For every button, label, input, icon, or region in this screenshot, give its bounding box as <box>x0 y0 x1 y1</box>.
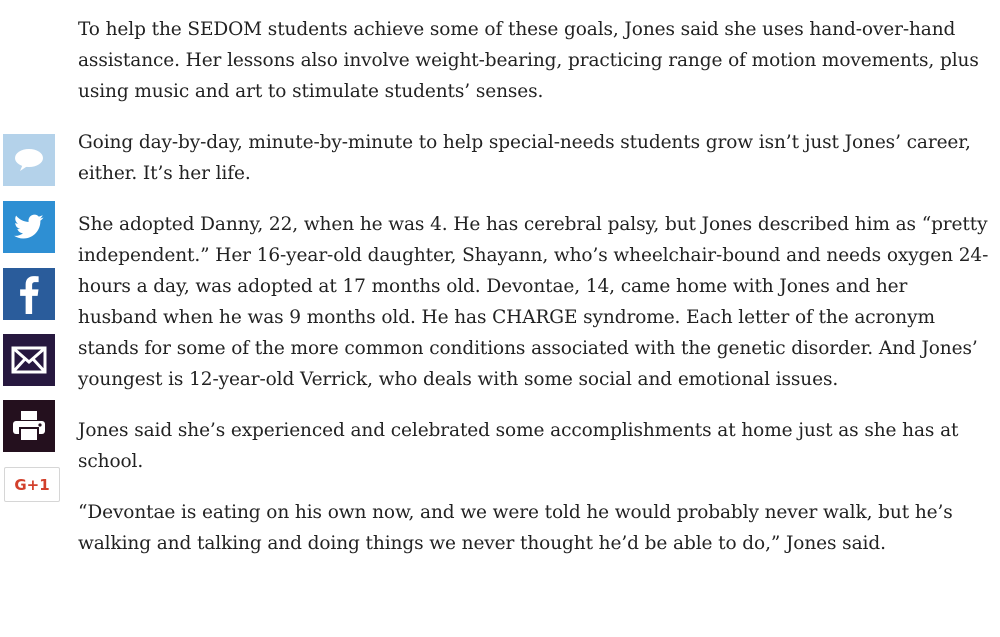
article-paragraph: To help the SEDOM students achieve some of these goals, Jones said she uses hand-over-hand assistance. Her lessons also involve weight-bearing, practicing range of motion movements, plus using music and art to stimulate students’ senses. <box>78 19 979 102</box>
article-paragraph: She adopted Danny, 22, when he was 4. He has cerebral palsy, but Jones described him as “pretty independent.” Her 16-year-old daughter, Shayann, who’s wheelchair-bound and needs oxygen 24-hours a day, was adopted at 17 months old. Devontae, 14, came home with Jones and her husband when he was 9 months old. He has CHARGE syndrome. Each letter of the acronym stands for some of the more common conditions associated with the genetic disorder. And Jones’ youngest is 12-year-old Verrick, who deals with some social and emotional issues. <box>78 214 989 390</box>
article-paragraph: “Devontae is eating on his own now, and we were told he would probably never walk, but he’s walking and talking and doing things we never thought he’d be able to do,” Jones said. <box>78 502 953 554</box>
comment-button[interactable] <box>3 134 55 186</box>
gplus-button[interactable] <box>4 467 60 502</box>
article-body <box>78 14 990 579</box>
email-icon <box>11 346 47 374</box>
email-share-button[interactable] <box>3 334 55 386</box>
twitter-share-button[interactable] <box>3 201 55 253</box>
gplus-icon: G+1 <box>14 475 50 494</box>
print-icon <box>12 410 46 442</box>
print-button[interactable] <box>3 400 55 452</box>
facebook-share-button[interactable] <box>3 268 55 320</box>
twitter-icon <box>14 214 44 240</box>
article-paragraph: Jones said she’s experienced and celebrated some accomplishments at home just as she has at school. <box>78 420 959 472</box>
article-paragraph: Going day-by-day, minute-by-minute to help special-needs students grow isn’t just Jones’ career, either. It’s her life. <box>78 132 971 184</box>
facebook-icon <box>19 274 39 314</box>
comment-icon <box>13 147 45 173</box>
